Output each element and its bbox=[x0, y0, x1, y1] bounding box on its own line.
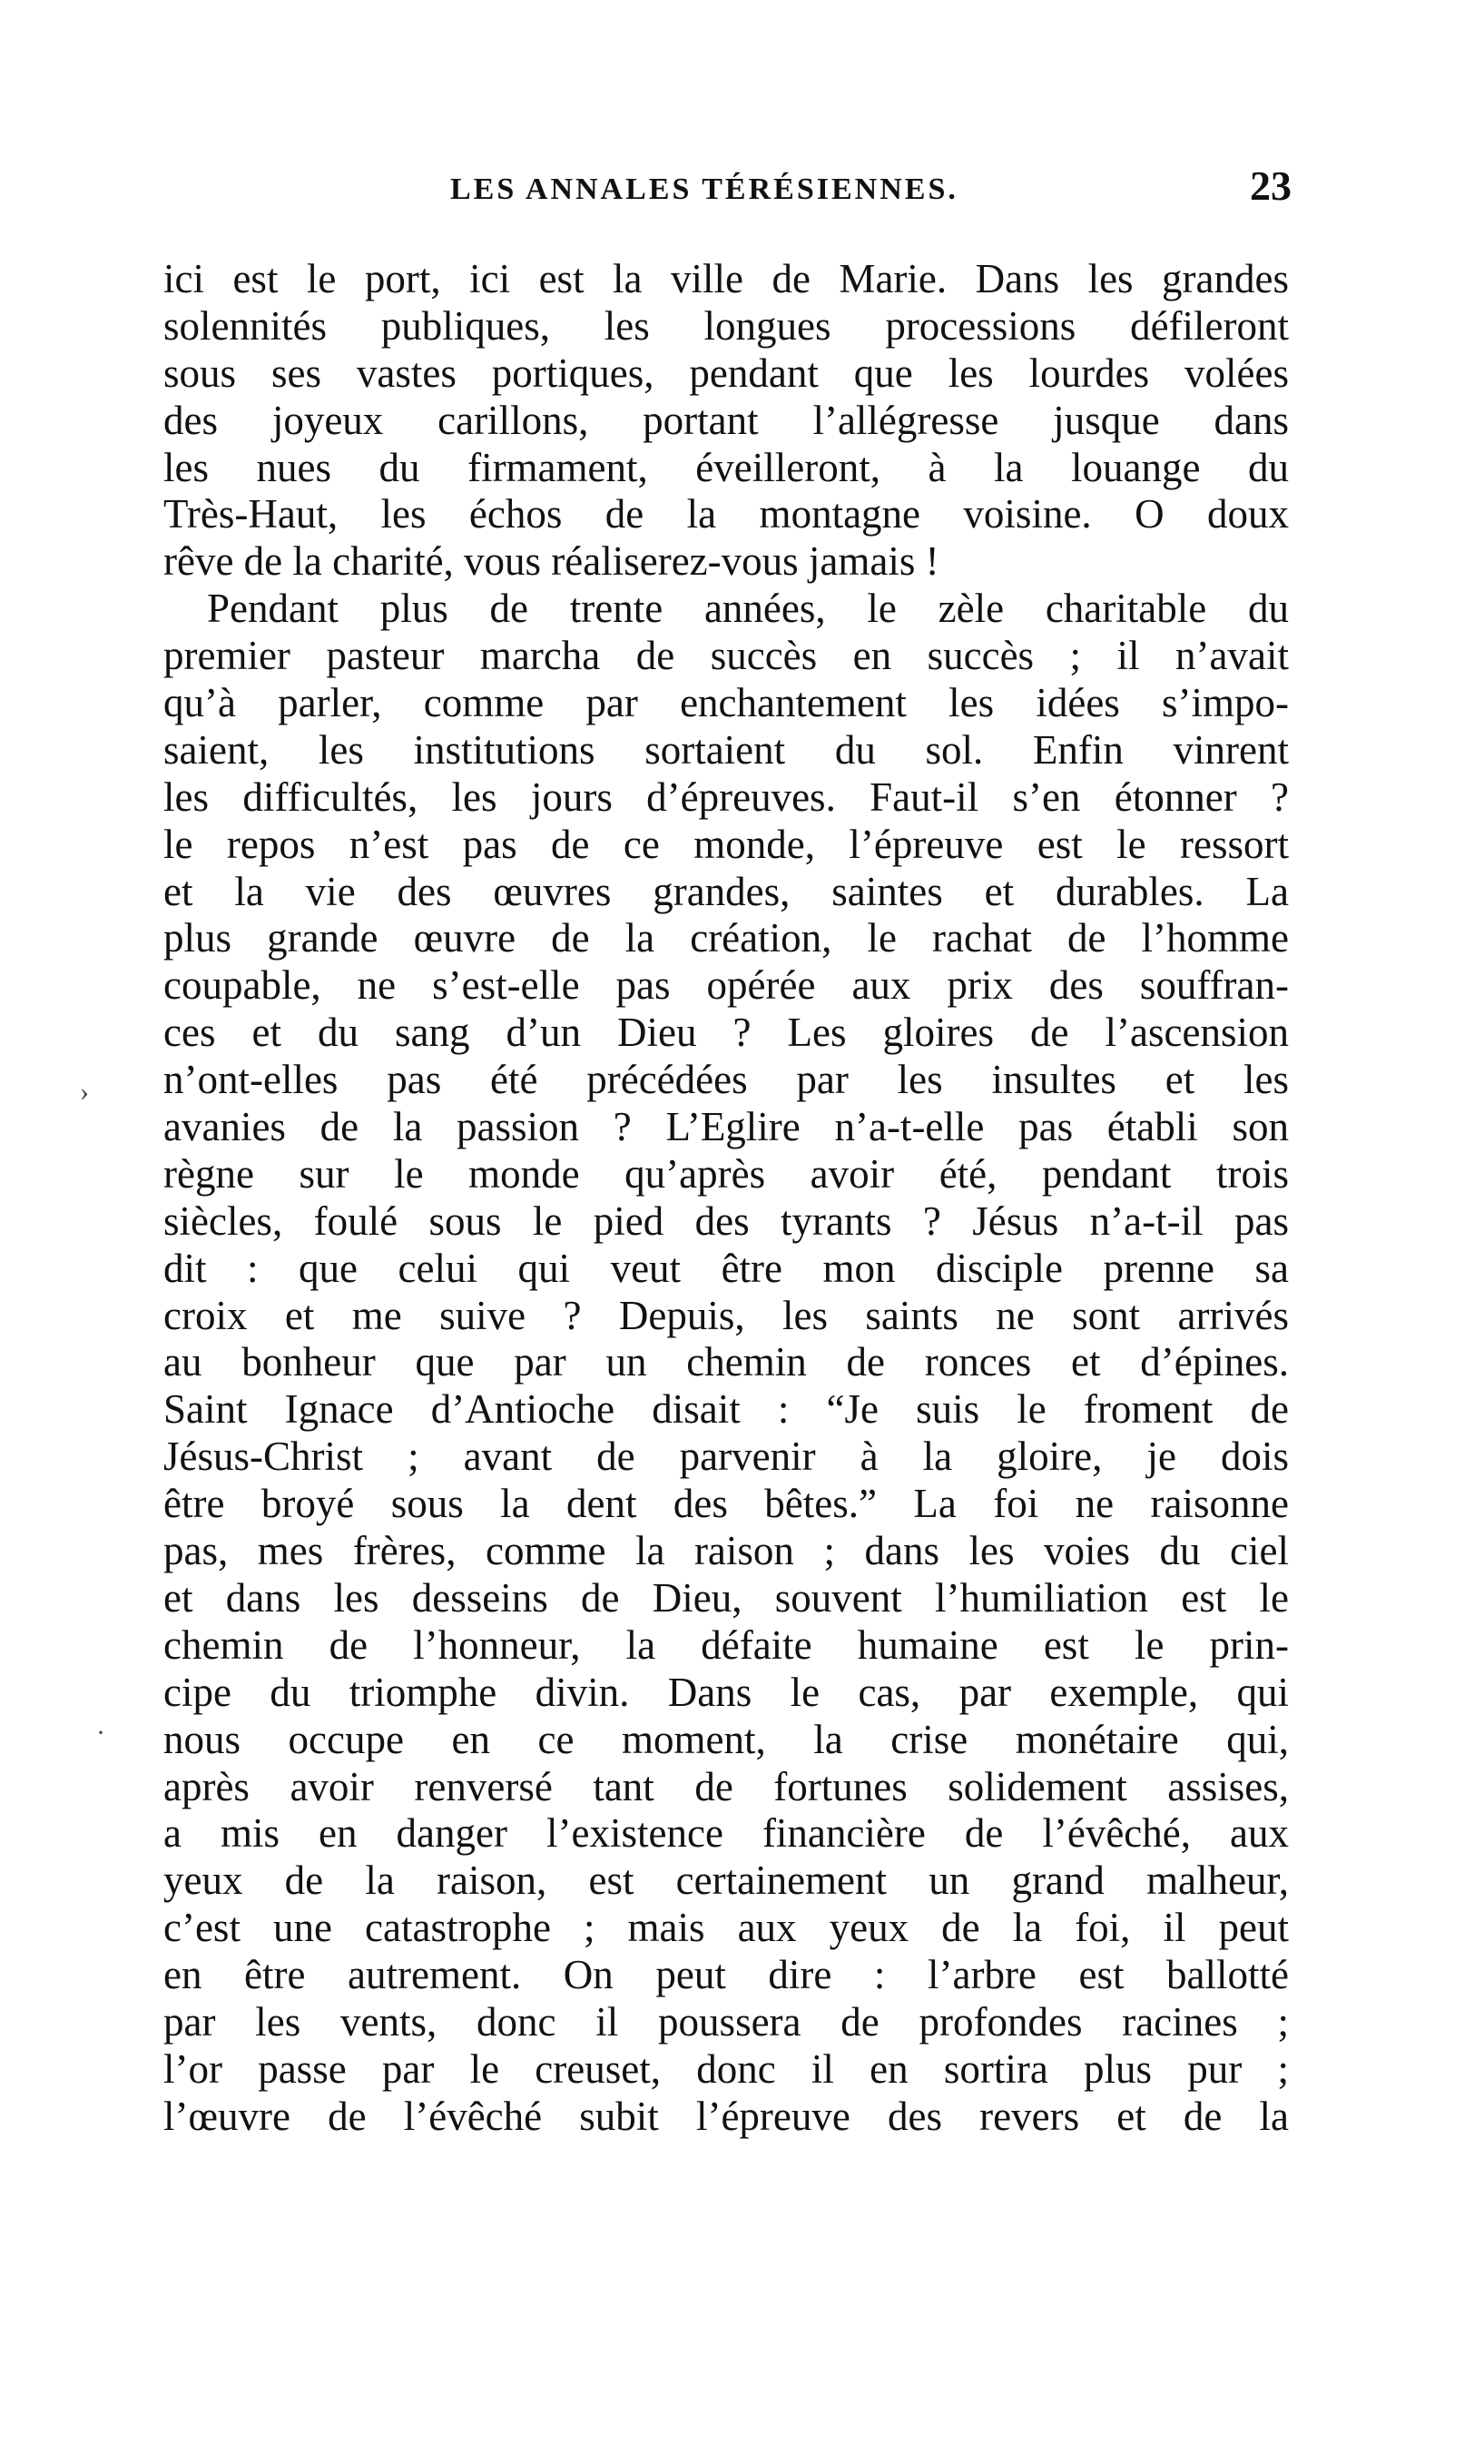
text-line: ces et du sang d’un Dieu ? Les gloires de l’ascension bbox=[163, 1010, 1289, 1056]
text-line: croix et me suive ? Depuis, les saints ne sont arrivés bbox=[163, 1292, 1289, 1338]
running-title: LES ANNALES TÉRÉSIENNES. bbox=[450, 172, 958, 206]
text-line: après avoir renversé tant de fortunes solidement assises, bbox=[163, 1763, 1289, 1809]
text-line: des joyeux carillons, portant l’allégresse jusque dans bbox=[163, 397, 1289, 443]
text-line: avanies de la passion ? L’Eglire n’a-t-elle pas établi son bbox=[163, 1104, 1289, 1150]
text-line: premier pasteur marcha de succès en succès ; il n’avait bbox=[163, 633, 1289, 679]
text-line: chemin de l’honneur, la défaite humaine est le prin- bbox=[163, 1621, 1289, 1668]
text-line: Saint Ignace d’Antioche disait : “Je suis le froment de bbox=[163, 1386, 1289, 1433]
text-line: les nues du firmament, éveilleront, à la louange du bbox=[163, 444, 1289, 490]
text-line: le repos n’est pas de ce monde, l’épreuve est le ressort bbox=[163, 821, 1289, 867]
text-line: les difficultés, les jours d’épreuves. Faut-il s’en étonner ? bbox=[163, 774, 1289, 820]
text-line: rêve de la charité, vous réaliserez-vous jamais ! bbox=[163, 538, 939, 585]
text-line: Jésus-Christ ; avant de parvenir à la gloire, je dois bbox=[163, 1434, 1289, 1480]
text-line: Très-Haut, les échos de la montagne voisine. O doux bbox=[163, 491, 1289, 537]
text-line: l’œuvre de l’évêché subit l’épreuve des revers et de la bbox=[163, 2093, 1289, 2139]
text-line: sous ses vastes portiques, pendant que les lourdes volées bbox=[163, 350, 1289, 396]
text-line: dit : que celui qui veut être mon disciple prenne sa bbox=[163, 1245, 1289, 1291]
text-line: qu’à parler, comme par enchantement les idées s’impo- bbox=[163, 680, 1289, 726]
text-line: Pendant plus de trente années, le zèle charitable du bbox=[207, 586, 1289, 632]
text-line: plus grande œuvre de la création, le rachat de l’homme bbox=[163, 915, 1289, 961]
text-line: en être autrement. On peut dire : l’arbre est ballotté bbox=[163, 1952, 1289, 1998]
text-line: c’est une catastrophe ; mais aux yeux de la foi, il peut bbox=[163, 1905, 1289, 1951]
text-line: et la vie des œuvres grandes, saintes et durables. La bbox=[163, 868, 1289, 914]
text-line: et dans les desseins de Dieu, souvent l’humiliation est le bbox=[163, 1574, 1289, 1621]
page-header bbox=[162, 162, 1292, 216]
text-line: nous occupe en ce moment, la crise monétaire qui, bbox=[163, 1716, 1289, 1762]
text-line: au bonheur que par un chemin de ronces et d’épines. bbox=[163, 1339, 1289, 1385]
text-line: a mis en danger l’existence financière de l’évêché, aux bbox=[163, 1810, 1289, 1857]
page-number: 23 bbox=[1250, 163, 1292, 209]
text-line: siècles, foulé sous le pied des tyrants ? Jésus n’a-t-il pas bbox=[163, 1198, 1289, 1244]
text-line: saient, les institutions sortaient du sol. Enfin vinrent bbox=[163, 726, 1289, 773]
text-line: règne sur le monde qu’après avoir été, pendant trois bbox=[163, 1150, 1289, 1197]
text-line: l’or passe par le creuset, donc il en sortira plus pur ; bbox=[163, 2045, 1289, 2092]
body-text bbox=[163, 256, 1289, 2141]
text-line: n’ont-elles pas été précédées par les insultes et les bbox=[163, 1057, 1289, 1103]
text-line: cipe du triomphe divin. Dans le cas, par exemple, qui bbox=[163, 1669, 1289, 1715]
text-line: yeux de la raison, est certainement un grand malheur, bbox=[163, 1858, 1289, 1904]
text-line: par les vents, donc il poussera de profondes racines ; bbox=[163, 1998, 1289, 2045]
text-line: être broyé sous la dent des bêtes.” La foi ne raisonne bbox=[163, 1481, 1289, 1527]
margin-mark: › bbox=[80, 1077, 89, 1107]
text-line: solennités publiques, les longues processions défileront bbox=[163, 302, 1289, 349]
text-line: ici est le port, ici est la ville de Marie. Dans les grandes bbox=[163, 256, 1289, 301]
text-line: pas, mes frères, comme la raison ; dans les voies du ciel bbox=[163, 1528, 1289, 1574]
margin-mark: · bbox=[96, 1718, 105, 1748]
text-line: coupable, ne s’est-elle pas opérée aux prix des souffran- bbox=[163, 962, 1289, 1009]
